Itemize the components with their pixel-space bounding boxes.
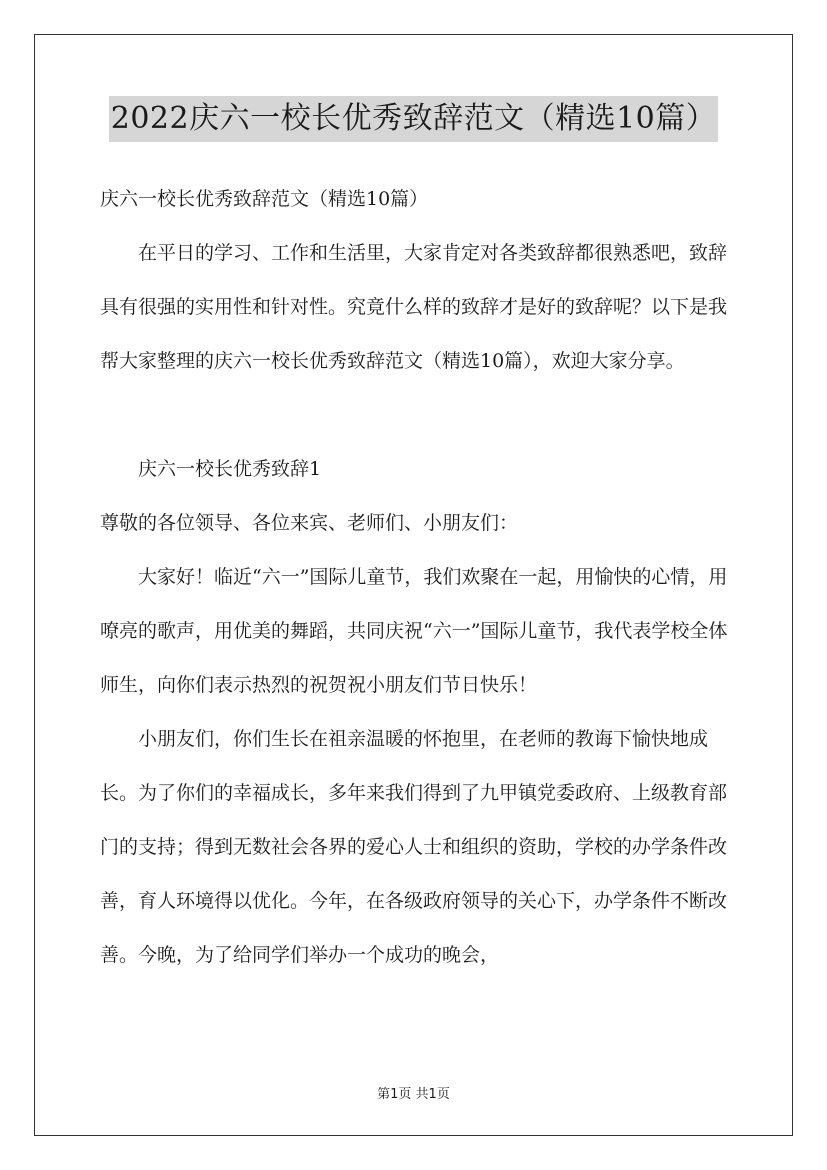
section-heading: 庆六一校长优秀致辞1 — [138, 458, 322, 480]
document-body — [100, 172, 740, 982]
document-subtitle: 庆六一校长优秀致辞范文（精选10篇） — [100, 188, 429, 210]
intro-paragraph: 在平日的学习、工作和生活里，大家肯定对各类致辞都很熟悉吧，致辞具有很强的实用性和针对性。究竟什么样的致辞才是好的致辞呢？以下是我帮大家整理的庆六一校长优秀致辞范文（精选10篇），欢迎大家分享。 — [100, 242, 728, 372]
salutation: 尊敬的各位领导、各位来宾、老师们、小朋友们： — [100, 512, 519, 534]
body-paragraph-2: 小朋友们，你们生长在祖亲温暖的怀抱里，在老师的教诲下愉快地成长。为了你们的幸福成长，多年来我们得到了九甲镇党委政府、上级教育部门的支持；得到无数社会各界的爱心人士和组织的资助，学校的办学条件改善，育人环境得以优化。今年，在各级政府领导的关心下，办学条件不断改善。今晚，为了给同学们举办一个成功的晚会， — [100, 728, 728, 966]
page-footer — [0, 1083, 827, 1102]
page-number: 第1页 共1页 — [377, 1087, 450, 1102]
paragraph-gap — [100, 388, 740, 442]
body-paragraph-1: 大家好！临近“六一”国际儿童节，我们欢聚在一起，用愉快的心情，用嘹亮的歌声，用优美的舞蹈，共同庆祝“六一”国际儿童节，我代表学校全体师生，向你们表示热烈的祝贺祝小朋友们节日快乐！ — [100, 566, 728, 696]
document-title — [0, 96, 827, 142]
document-title-text: 2022庆六一校长优秀致辞范文（精选10篇） — [109, 96, 719, 142]
